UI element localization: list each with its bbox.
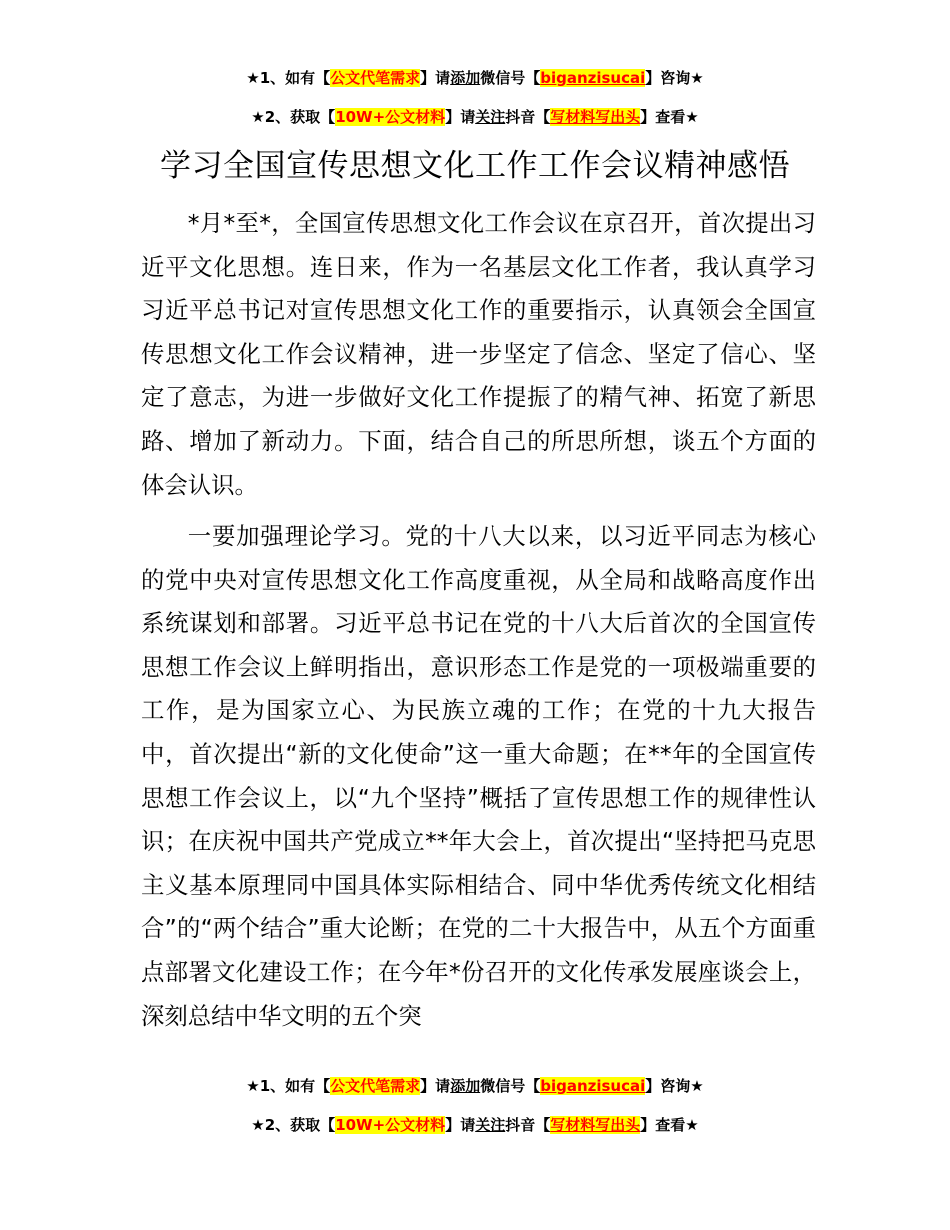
banner-text: ★2、获取【 bbox=[251, 1116, 336, 1134]
paragraph-intro: *月*至*，全国宣传思想文化工作会议在京召开，首次提出习近平文化思想。连日来，作为一名基层文化工作者，我认真学习习近平总书记对宣传思想文化工作的重要指示，认真领会全国宣传思想文化工作会议精神，进一步坚定了信念、坚定了信心、坚定了意志，为进一步做好文化工作提振了的精气神、拓宽了新思路、增加了新动力。下面，结合自己的所思所想，谈五个方面的体会认识。 bbox=[141, 209, 816, 499]
banner-text: 】请 bbox=[445, 1116, 476, 1134]
banner-text: 】请 bbox=[420, 69, 451, 87]
promo-banner-top-2 bbox=[0, 105, 950, 129]
document-title: 学习全国宣传思想文化工作工作会议精神感悟 bbox=[160, 148, 790, 184]
banner-text: 微信号【 bbox=[480, 1077, 541, 1095]
banner-text: 微信号【 bbox=[480, 69, 541, 87]
highlight-materials: 10W+公文材料 bbox=[335, 108, 446, 126]
banner-text: 】咨询★ bbox=[645, 69, 704, 87]
banner-text: 】请 bbox=[445, 108, 476, 126]
banner-text: 抖音【 bbox=[505, 1116, 551, 1134]
banner-text: ★1、如有【 bbox=[246, 1077, 331, 1095]
banner-text: ★1、如有【 bbox=[246, 69, 331, 87]
underlined-word: 关注 bbox=[475, 1116, 506, 1134]
underlined-word: 关注 bbox=[475, 108, 506, 126]
promo-banner-top-1 bbox=[0, 66, 950, 90]
banner-text: 】咨询★ bbox=[645, 1077, 704, 1095]
promo-banner-bottom-1 bbox=[0, 1074, 950, 1098]
banner-text: 】请 bbox=[420, 1077, 451, 1095]
highlight-wechat-id: biganzisucai bbox=[540, 69, 646, 87]
banner-text: 抖音【 bbox=[505, 108, 551, 126]
paragraph-theory-study: 一要加强理论学习。党的十八大以来，以习近平同志为核心的党中央对宣传思想文化工作高度重视，从全局和战略高度作出系统谋划和部署。习近平总书记在党的十八大后首次的全国宣传思想工作会议上鲜明指出，意识形态工作是党的一项极端重要的工作，是为国家立心、为民族立魂的工作；在党的十九大报告中，首次提出“新的文化使命”这一重大命题；在**年的全国宣传思想工作会议上，以“九个坚持”概括了宣传思想工作的规律性认识；在庆祝中国共产党成立**年大会上，首次提出“坚持把马克思主义基本原理同中国具体实际相结合、同中华优秀传统文化相结合”的“两个结合”重大论断；在党的二十大报告中，从五个方面重点部署文化建设工作；在今年*份召开的文化传承发展座谈会上，深刻总结中华文明的五个突 bbox=[141, 522, 816, 1030]
highlight-service: 公文代笔需求 bbox=[330, 69, 421, 87]
highlight-douyin-id: 写材料写出头 bbox=[550, 108, 641, 126]
highlight-wechat-id: biganzisucai bbox=[540, 1077, 646, 1095]
highlight-douyin-id: 写材料写出头 bbox=[550, 1116, 641, 1134]
highlight-service: 公文代笔需求 bbox=[330, 1077, 421, 1095]
promo-banner-bottom-2 bbox=[0, 1113, 950, 1137]
banner-text: ★2、获取【 bbox=[251, 108, 336, 126]
underlined-word: 添加 bbox=[450, 69, 481, 87]
underlined-word: 添加 bbox=[450, 1077, 481, 1095]
highlight-materials: 10W+公文材料 bbox=[335, 1116, 446, 1134]
banner-text: 】查看★ bbox=[640, 1116, 699, 1134]
banner-text: 】查看★ bbox=[640, 108, 699, 126]
